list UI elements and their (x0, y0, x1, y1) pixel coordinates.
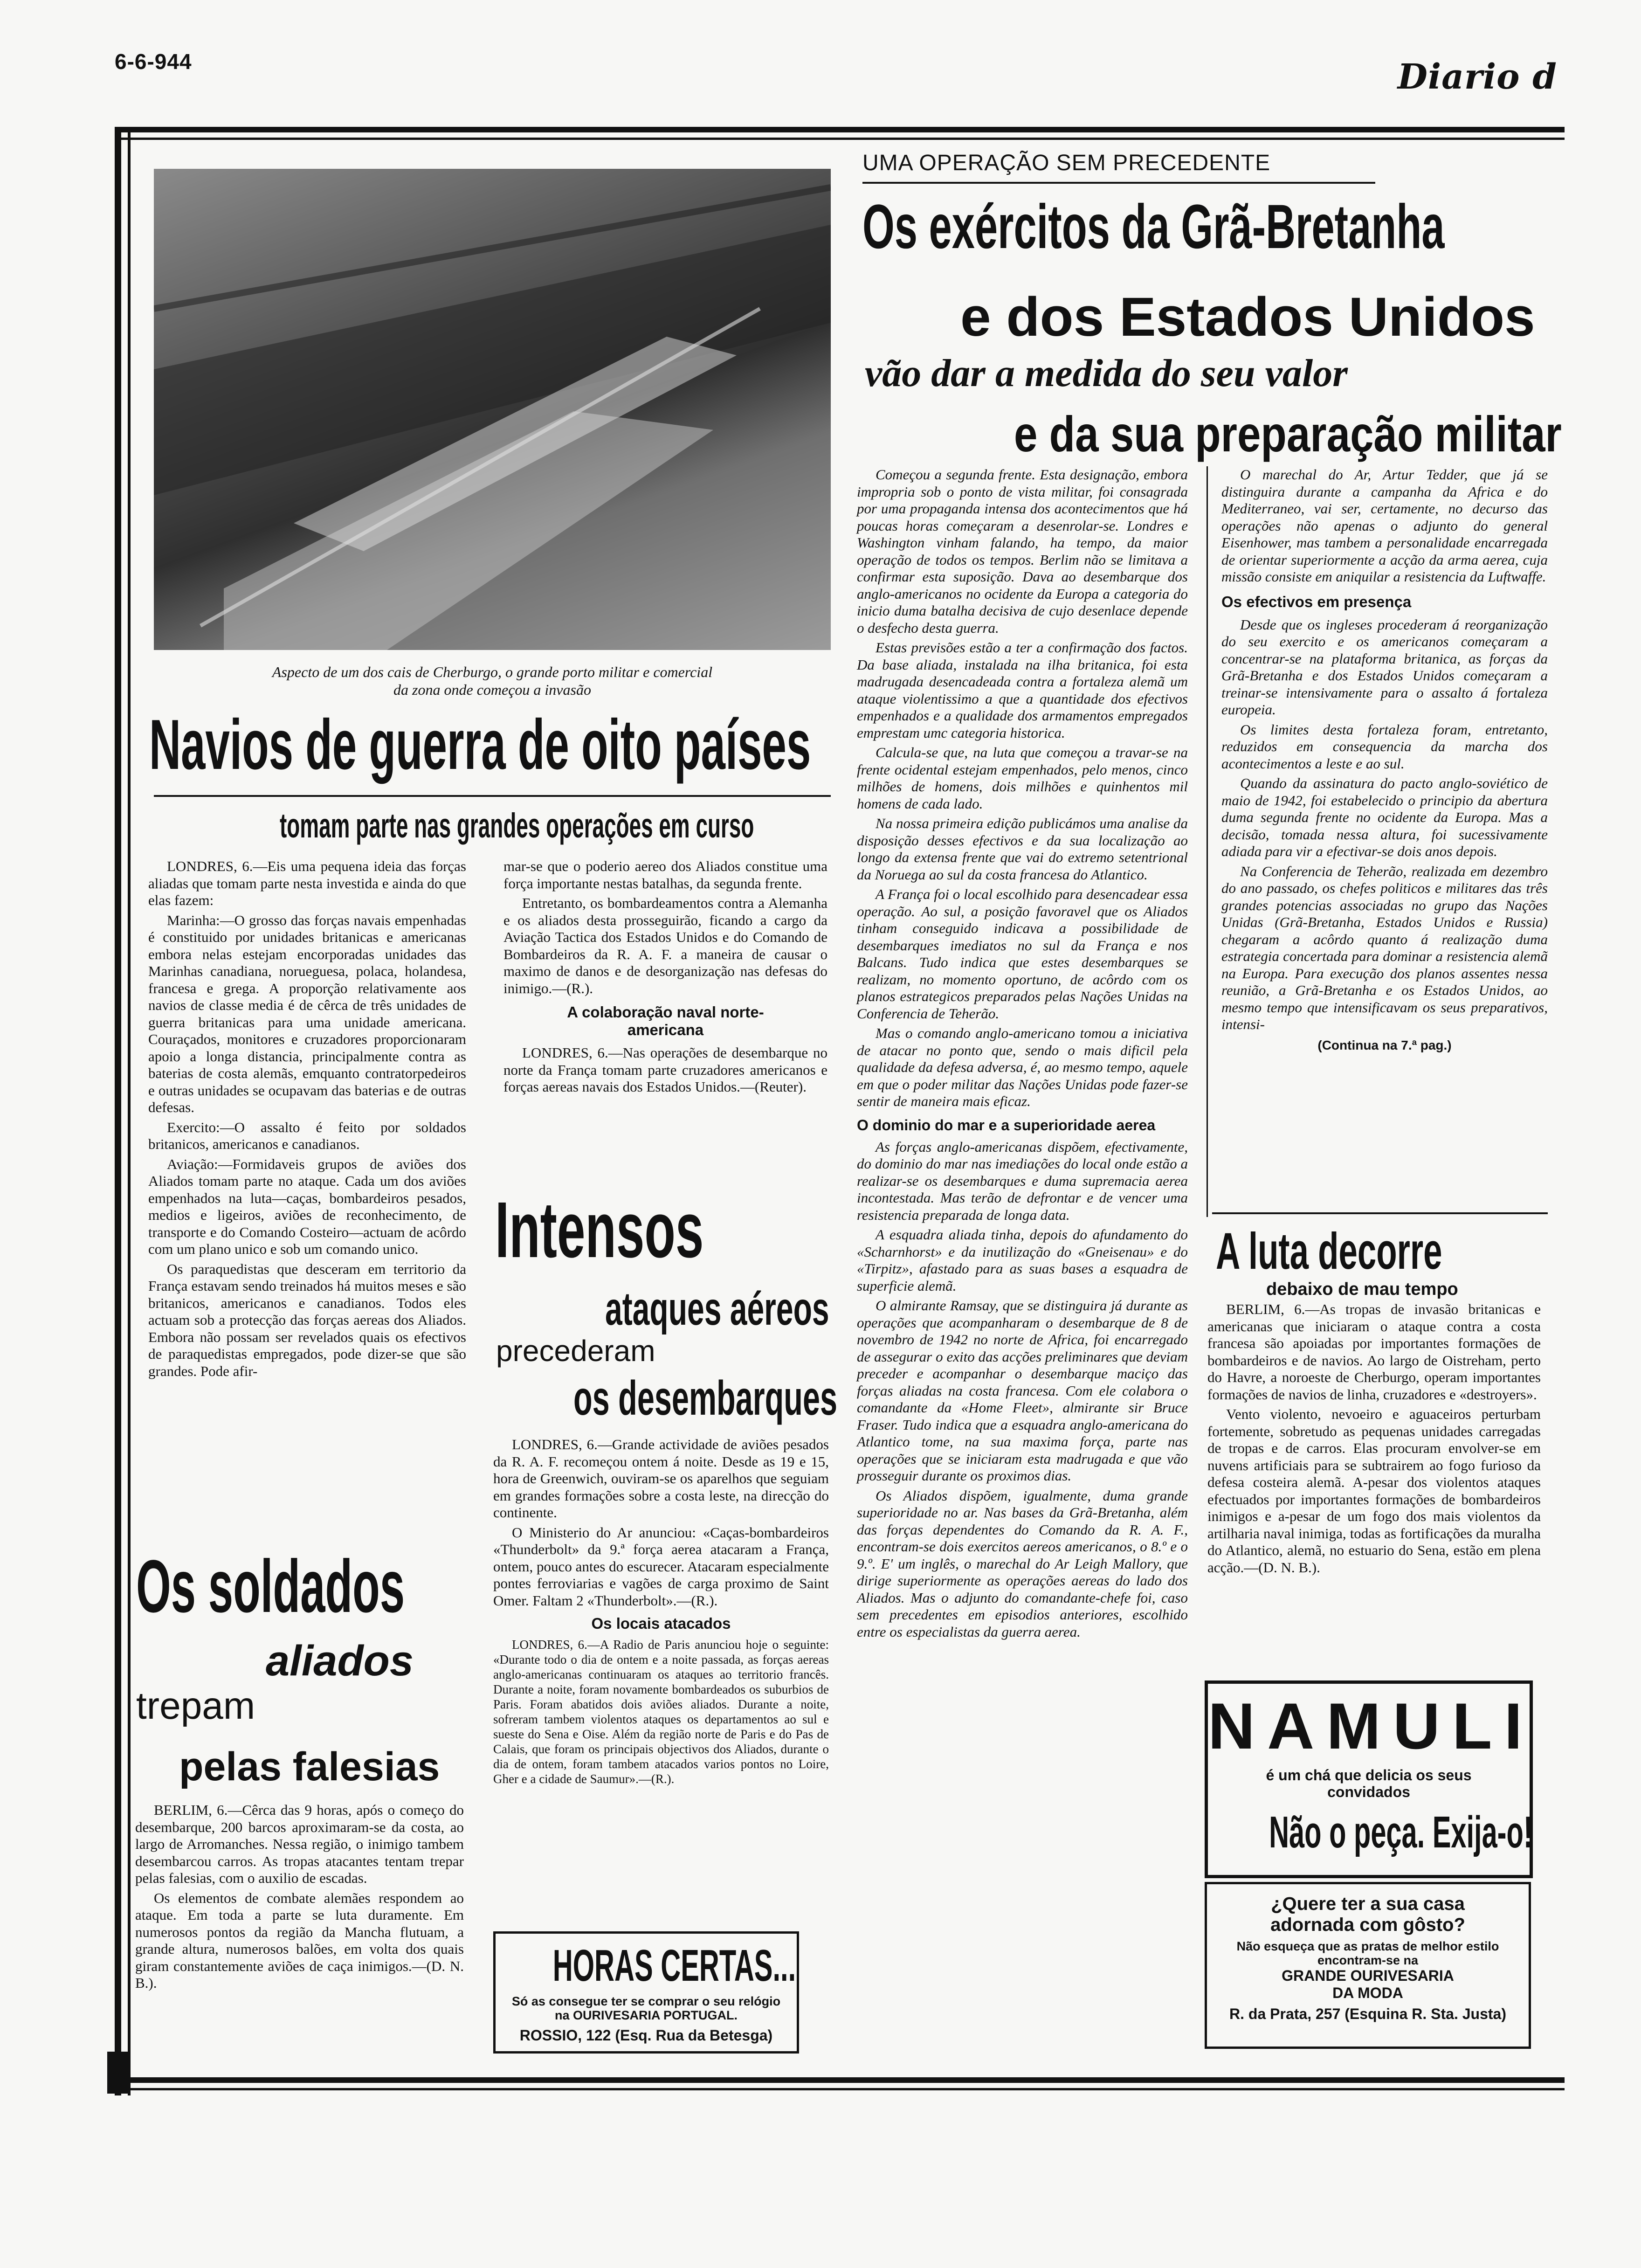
intensos-paragraph: O Ministerio do Ar anunciou: «Caças-bombardeiros «Thunderbolt» da 9.ª força aerea atacaram a França, ontem, pouco antes do escurecer. Atacaram especialmente pontes ferroviarias e vagões de carga proximo de Saint Omer. Faltam 2 «Thunderbolt».—(R.). (493, 1524, 829, 1609)
main-story-column-1 (857, 466, 1188, 1643)
ad-namuli-slogan: Não o peça. Exija-o! (1269, 1807, 1533, 1857)
navios-subhead: A colaboração naval norte-americana (567, 1003, 764, 1038)
section-rule (1212, 1212, 1548, 1214)
column-separator (1207, 466, 1208, 1217)
ad-casa-text: Não esqueça que as pratas de melhor estilo encontram-se na (1236, 1939, 1499, 1967)
main-paragraph: O almirante Ramsay, que se distinguira já durante as operações que acompanharam o desembarque de 8 de novembro de 1942 no norte de Africa, foi encarregado de assegurar o exito das acções preliminares que deviam preceder e acompanhar o desembarque maciço das forças aliadas na costa francesa. Com ele colabora o comandante da «Home Fleet», almirante sir Bruce Fraser. Tudo indica que a esquadra anglo-americana do Atlantico tome, na sua maxima força, parte nas operações que se iniciaram esta madrugada e que vão prosseguir durante os proximos dias. (857, 1297, 1188, 1484)
bottom-rule-thin (115, 2088, 1565, 2090)
main-paragraph: Estas previsões estão a ter a confirmação dos factos. Da base aliada, instalada na ilha britanica, foi esta madrugada desencadeada contra a fortaleza alemã um ataque violentissimo a que a quantidade dos efectivos empenhados e a qualidade dos armamentos empregados emprestam umc categoria historica. (857, 639, 1188, 741)
caption-line-1: Aspecto de um dos cais de Cherburgo, o grande porto militar e comercial (272, 664, 713, 680)
main-paragraph: Na nossa primeira edição publicámos uma analise da disposição desses efectivos e da sua localização ao longo da extensa frente que vai do extremo setentrional da Noruega ao sul da costa francesa do Atlantico. (857, 815, 1188, 883)
ad-casa-title-1: ¿Quere ter a sua casa (1271, 1894, 1465, 1914)
navios-column-b (503, 858, 827, 1099)
main-paragraph: Os limites desta fortaleza foram, entretanto, reduzidos em consequencia da marcha dos acontecimentos a leste e ao sul. (1221, 721, 1548, 772)
ad-casa-address: R. da Prata, 257 (Esquina R. Sta. Justa) (1229, 2005, 1506, 2022)
main-paragraph: Os Aliados dispõem, igualmente, duma grande superioridade no ar. Nas bases da Grã-Bretanha, além das forças dependentes do Comando da R. A. F., encontram-se dois exercitos aereos americanos, o 8.º e o 9.º. E' um inglês, o marechal do Ar Leigh Mallory, que dirige superiormente as operações aereas do lado dos Aliados. Mas o adjunto do comandante-chefe foi, caso sem precedentes em episodios anteriores, escolhido entre os especialistas da guerra aerea. (857, 1487, 1188, 1640)
luta-paragraph: BERLIM, 6.—As tropas de invasão britanicas e americanas que iniciaram o ataque contra a costa francesa são apoiadas por importantes formações de bombardeiros e de navios. Ao largo de Oistreham, perto do Havre, a noroeste de Cherburgo, operam importantes formações de navios de linha, cruzadores e «destroyers». (1207, 1301, 1541, 1403)
ad-ourivesaria (1205, 1882, 1531, 2049)
soldados-headline-3: trepam (136, 1685, 255, 1727)
main-paragraph: Desde que os ingleses procederam á reorganização do seu exercito e os americanos começaram a concentrar-se na plataforma britanica, as forças da Grã-Bretanha e dos Estados Unidos começaram a treinar-se intensivamente para o assalto á fortaleza europeia. (1221, 616, 1548, 718)
soldados-paragraph: Os elementos de combate alemães respondem ao ataque. Em toda a parte se luta duramente. Em numerosos pontos da região da Mancha flutuam, a grande altura, numerosos balões, em volta dos quais giram constantemente aviões de caça inimigos.—(D. N. B.). (135, 1889, 464, 1991)
issue-date: 6-6-944 (115, 49, 192, 74)
main-paragraph: Mas o comando anglo-americano tomou a iniciativa de atacar no ponto que, sendo o mais dificil pela qualidade da defesa adversa, é, ao mesmo tempo, aquele em que o poder militar das Nações Unidas pode fazer-se sentir de maneira mais eficaz. (857, 1025, 1188, 1109)
intensos-headline-2: ataques aéreos (605, 1283, 829, 1335)
navios-paragraph: Aviação:—Formidaveis grupos de aviões dos Aliados tomam parte no ataque. Cada um dos aviões empenhados na luta—caças, bombardeiros pesados, medios e ligeiros, aviões de reconhecimento, de transporte e do Comando Costeiro—actuam de acôrdo com um plano unico e sob um comando unico. (148, 1155, 466, 1257)
navios-headline-2: tomam parte nas grandes operações em curso (280, 806, 754, 845)
left-margin-bar (115, 132, 121, 2095)
top-rule (115, 127, 1565, 132)
navios-paragraph: LONDRES, 6.—Nas operações de desembarque no norte da França tomam parte cruzadores americanos e forças aereas navais dos Estados Unidos.—(Reuter). (503, 1044, 827, 1095)
main-headline-4: e da sua preparação militar (1014, 406, 1562, 462)
navios-paragraph: Os paraquedistas que desceram em territorio da França estavam sendo treinados há muitos meses e são britanicos, americanos e canadianos. Todos eles actuam sob a protecção das forças aereas dos Aliados. Embora não possam ser revelados quais os efectivos de paraquedistas empregados, pode dizer-se que são grandes. Pode afir- (148, 1260, 466, 1379)
main-kicker: UMA OPERAÇÃO SEM PRECEDENTE (862, 151, 1271, 175)
soldados-headline-1: Os soldados (136, 1544, 405, 1628)
masthead: Diario d (1397, 57, 1557, 97)
intensos-headline-3: precederam (496, 1334, 655, 1368)
subhead-efectivos: Os efectivos em presença (1221, 593, 1412, 610)
soldados-headline-4: pelas falesias (179, 1744, 440, 1789)
intensos-headline-1: Intensos (495, 1186, 704, 1274)
intensos-headline-4: os desembarques (573, 1371, 837, 1425)
luta-headline-2: debaixo de mau tempo (1266, 1279, 1458, 1299)
ad-namuli-title: NAMULI (1208, 1689, 1535, 1763)
soldados-headline-2: aliados (266, 1637, 414, 1685)
ad-namuli (1205, 1680, 1533, 1878)
soldados-column (135, 1802, 464, 1995)
navios-paragraph: Exercito:—O assalto é feito por soldados britanicos, americanos e canadianos. (148, 1119, 466, 1152)
ad-namuli-tagline: é um chá que delicia os seus convidados (1266, 1767, 1472, 1800)
intensos-subhead: Os locais atacados (591, 1615, 731, 1632)
ad-horas-certas (493, 1931, 799, 2054)
main-headline-2: e dos Estados Unidos (960, 286, 1535, 348)
intensos-paragraph: LONDRES, 6.—A Radio de Paris anunciou hoje o seguinte: «Durante todo o dia de ontem e a noite passada, as forças aereas anglo-americanas continuaram os ataques ao territorio francês. Durante a noite, foram novamente bombardeados os suburbios de Paris. Foram abatidos dois aviões aliados. Durante a noite, sofreram tambem violentos ataques os departamentos ao sul e sueste do Sena e Oise. Além da região norte de Paris e do Pas de Calais, que foram os principais objectivos dos Aliados, durante o dia de ontem, foram tambem atacados varios pontos no Loire, Gher e a cidade de Saumur».—(R.). (493, 1638, 829, 1786)
intensos-column (493, 1436, 829, 1789)
luta-column (1207, 1301, 1541, 1579)
harbor-photo (154, 169, 831, 650)
bottom-rule (115, 2077, 1565, 2083)
ad-horas-address: ROSSIO, 122 (Esq. Rua da Betesga) (519, 2027, 773, 2044)
kicker-underline (862, 182, 1375, 184)
intensos-paragraph: LONDRES, 6.—Grande actividade de aviões pesados da R. A. F. recomeçou ontem á noite. Desde as 19 e 15, hora de Greenwich, ouviram-se os aparelhos que seguiam em grandes formações sobre a costa leste, na direcção do continente. (493, 1436, 829, 1521)
luta-paragraph: Vento violento, nevoeiro e aguaceiros perturbam fortemente, sobretudo as pequenas unidades carregadas de tropas e de carros. Elas procuram envolver-se em nuvens artificiais para se subtrairem ao fogo furioso da defesa costeira alemã. A-pesar dos violentos ataques efectuados por importantes formações de bombardeiros inimigos e a-pesar de um fogo dos mais violentos da artilharia naval inimiga, todas as fortificações da muralha do Atlantico, alemã, no estuario do Sena, estão em plena acção.—(D. N. B.). (1207, 1406, 1541, 1576)
navios-paragraph: Entretanto, os bombardeamentos contra a Alemanha e os aliados desta prosseguirão, ficando a cargo da Aviação Tactica dos Estados Unidos e do Comando de Bombardeiros da R. A. F. a maneira de causar o maximo de danos e de desorganização nas defesas do inimigo.—(R.). (503, 895, 827, 996)
main-headline-3: vão dar a medida do seu valor (865, 352, 1348, 395)
main-paragraph: As forças anglo-americanas dispõem, efectivamente, do dominio do mar nas imediações do local onde estão a realizar-se os desembarques e duma supremacia aerea incontestada. Mas terão de defrontar e de vencer uma resistencia preparada de longa data. (857, 1138, 1188, 1223)
main-paragraph: A França foi o local escolhido para desencadear essa operação. Ao sul, a posição favoravel que os Aliados tinham conseguido indicava a possibilidade de desembarques imediatos no sul da França e nos Balcans. Tudo indica que estes desembarques se realizam, no momento oportuno, de acôrdo com os planos estrategicos preparados pelas Nações Unidas na Conferencia de Teherão. (857, 886, 1188, 1022)
main-paragraph: Começou a segunda frente. Esta designação, embora impropria sob o ponto de vista militar, foi consagrada por uma propaganda intensa dos acontecimentos que há poucas horas começaram a desenrolar-se. Londres e Washington vinham falando, ha tempo, da maior operação de todos os tempos. Berlim não se limitava a confirmar esta suposição. Dava ao desembarque dos anglo-americanos no ocidente da Europa a categoria do inicio duma batalha decisiva de cujo desenlace depende o desfecho desta guerra. (857, 466, 1188, 636)
ad-casa-title-2: adornada com gôsto? (1270, 1915, 1465, 1935)
main-paragraph: Quando da assinatura do pacto anglo-soviético de maio de 1942, foi estabelecido o principio da abertura duma segunda frente no ocidente da Europa. Mas a decisão, tomada nessa altura, foi sucessivamente adiada para vir a efectivar-se dois anos depois. (1221, 775, 1548, 859)
ad-horas-title: HORAS CERTAS... (552, 1941, 796, 1991)
main-paragraph: Na Conferencia de Teherão, realizada em dezembro do ano passado, os chefes politicos e militares das três grandes potencias associadas no grupo das Nações Unidas (Grã-Bretanha, Estados Unidos e Russia) chegaram a acôrdo quanto á realização duma estrategia concertada para dominar a resistencia alemã na Europa. Para execução dos planos assentes nessa reunião, a Grã-Bretanha e os Estados Unidos, ao mesmo tempo que intensificavam os seus preparativos, intensi- (1221, 863, 1548, 1032)
continued-note: (Continua na 7.ª pag.) (1317, 1037, 1452, 1052)
navios-paragraph: Marinha:—O grosso das forças navais empenhadas é constituido por unidades britanicas e americanas embora nelas estejam encorporadas unidades das Marinhas canadiana, norueguesa, polaca, holandesa, francesa e grega. A proporção relativamente aos navios de classe media é de cêrca de três unidades de guerra britanicas para uma unidade americana. Couraçados, monitores e cruzadores proporcionaram apoio a longa distancia, principalmente contra as baterias de costa alemãs, emquanto contratorpedeiros e outras unidades se ocupavam das baterias e de outras defesas. (148, 912, 466, 1115)
main-paragraph: Calcula-se que, na luta que começou a travar-se na frente ocidental estejam empenhados, pelo menos, cinco milhões de homens, dois milhões e quinhentos mil homens de cada lado. (857, 744, 1188, 812)
caption-line-2: da zona onde começou a invasão (393, 681, 591, 698)
top-rule-thin (115, 138, 1565, 140)
corner-block (107, 2052, 131, 2094)
main-paragraph: O marechal do Ar, Artur Tedder, que já se distinguira durante a campanha da Africa e do Mediterraneo, vai ser, certamente, no decurso das operações não apenas o adjunto do general Eisenhower, mas tambem a personalidade encarregada de orientar superiormente a acção da arma aerea, cuja missão consiste em aniquilar a resistencia da Luftwaffe. (1221, 466, 1548, 585)
luta-headline-1: A luta decorre (1216, 1223, 1442, 1280)
navios-paragraph: LONDRES, 6.—Eis uma pequena ideia das forças aliadas que tomam parte nesta investida e ainda do que elas fazem: (148, 858, 466, 908)
main-story-column-2 (1221, 466, 1548, 1053)
ad-casa-store-1: GRANDE OURIVESARIA (1282, 1967, 1454, 1984)
main-paragraph: A esquadra aliada tinha, depois do afundamento do «Scharnhorst» e da inutilização do «Gneisenau» e do «Tirpitz», afastado para as suas bases a esquadra de superficie alemã. (857, 1226, 1188, 1294)
ad-horas-text: Só as consegue ter se comprar o seu relógio na OURIVESARIA PORTUGAL. (511, 1994, 781, 2022)
photo-caption (154, 663, 831, 698)
soldados-paragraph: BERLIM, 6.—Cêrca das 9 horas, após o começo do desembarque, 200 barcos aproximaram-se da costa, ao largo de Arromanches. Nessa região, o inimigo tambem desembarcou carros. As tropas atacantes tentam trepar pelas falesias, com o auxilio de escadas. (135, 1802, 464, 1886)
navios-rule (154, 795, 831, 797)
ad-casa-store-2: DA MODA (1332, 1984, 1403, 2001)
main-headline-1: Os exércitos da Grã-Bretanha (862, 192, 1445, 262)
subhead-dominio: O dominio do mar e a superioridade aerea (857, 1116, 1156, 1134)
navios-headline-1: Navios de guerra de oito países (149, 705, 811, 784)
navios-column-a (148, 858, 466, 1383)
left-margin-bar-2 (128, 132, 131, 2095)
navios-paragraph: mar-se que o poderio aereo dos Aliados constitue uma força importante nestas batalhas, da segunda frente. (503, 858, 827, 892)
